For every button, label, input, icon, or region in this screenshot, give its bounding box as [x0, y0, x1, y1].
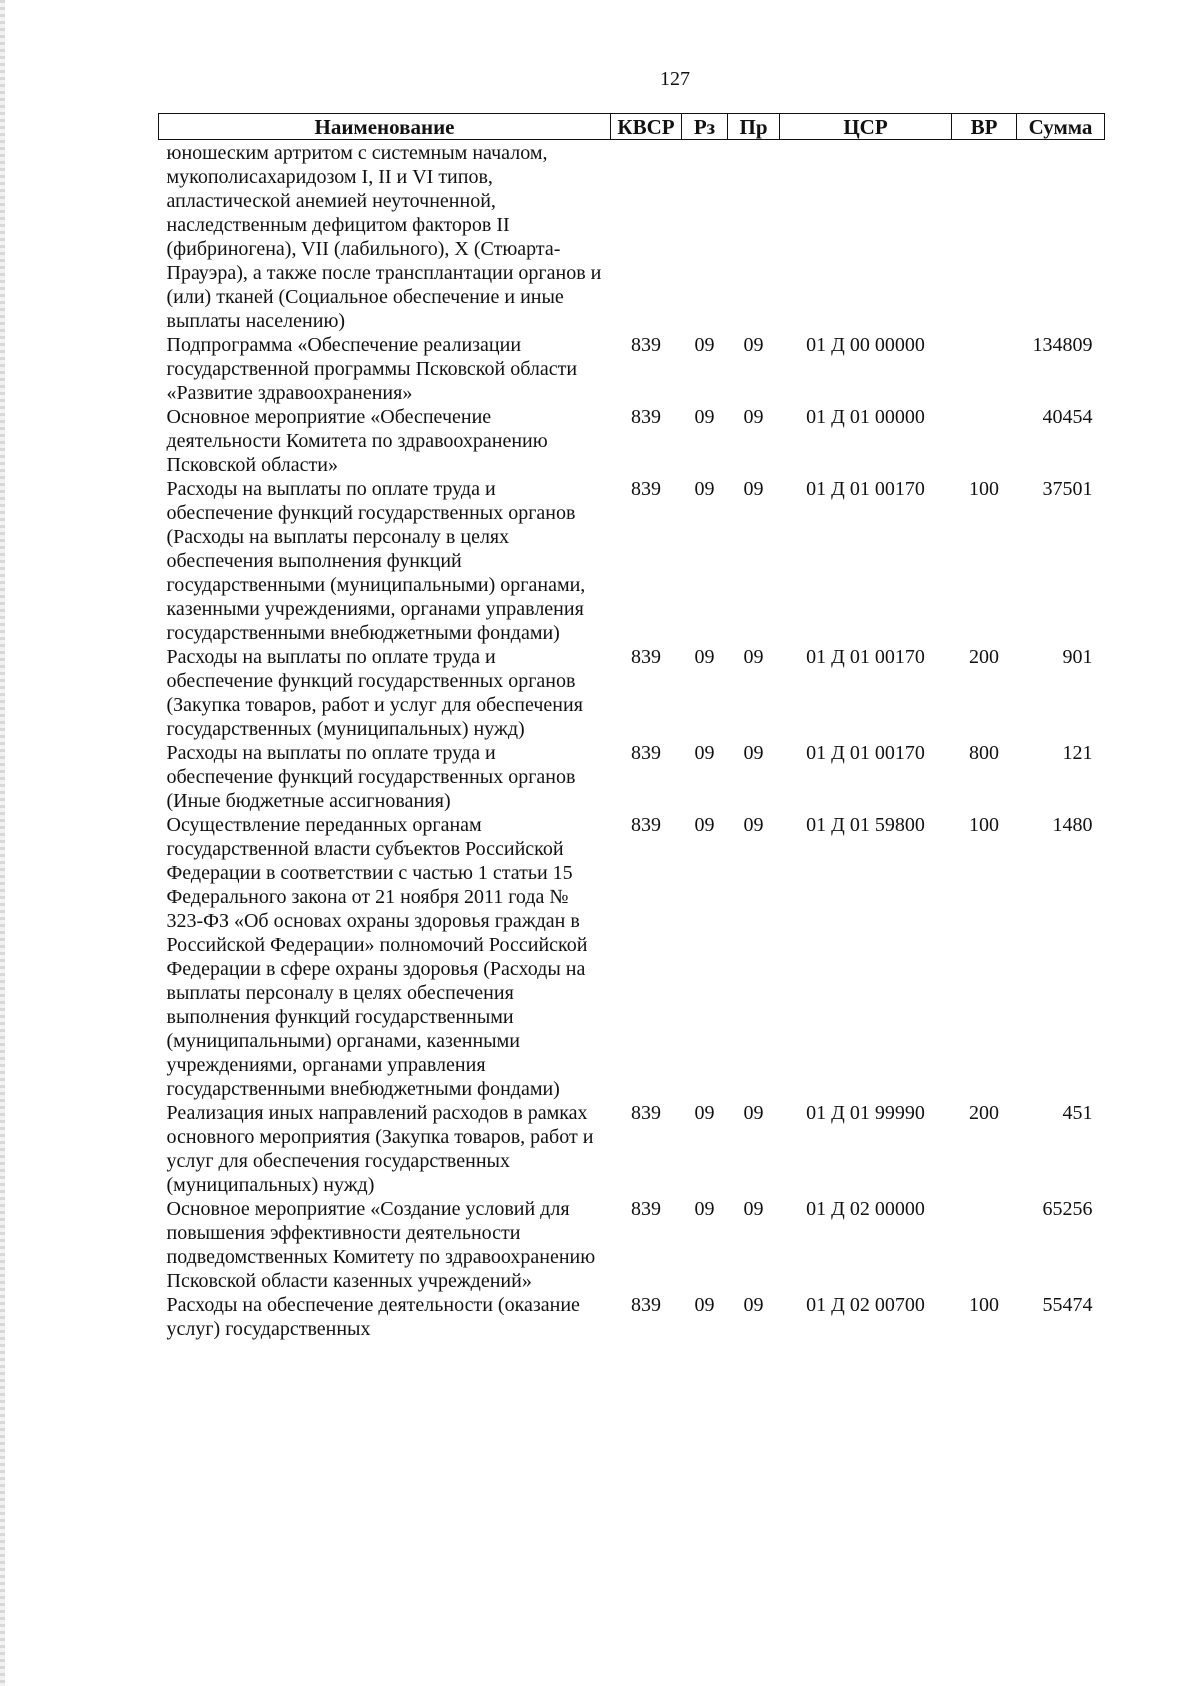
row-csr: 01 Д 01 99990 [806, 1102, 925, 1124]
row-pr: 09 [743, 478, 764, 500]
table-body [159, 140, 1105, 1342]
row-kvsr: 839 [631, 1102, 661, 1124]
row-sum: 40454 [1042, 406, 1093, 428]
table-row [159, 477, 1105, 645]
row-kvsr: 839 [631, 646, 661, 668]
row-name: Осуществление переданных органам государственной власти субъектов Российской Федерации в соответствии с частью 1 статьи 15 Федерального закона от 21 ноября 2011 года № 323-ФЗ «Об основах охраны здоровья граждан в Российской Федерации» полномочий Российской Федерации в сфере охраны здоровья (Расходы на выплаты персоналу в целях обеспечения выполнения функций государственными (муниципальными) органами, казенными учреждениями, органами управления государственными внебюджетными фондами) [166, 814, 588, 1100]
table-row [159, 1101, 1105, 1197]
table-row [159, 140, 1105, 334]
row-pr: 09 [743, 742, 764, 764]
row-pr: 09 [743, 1294, 764, 1316]
table-header-row [159, 114, 1105, 140]
row-csr: 01 Д 00 00000 [806, 334, 925, 356]
header-name: Наименование [159, 114, 611, 140]
row-vr [952, 405, 1017, 477]
row-sum: 451 [1062, 1102, 1093, 1124]
row-name: Основное мероприятие «Создание условий для повышения эффективности деятельности подведомственных Комитету по здравоохранению Псковской области казенных учреждений» [166, 1198, 596, 1292]
row-rz: 09 [694, 334, 715, 356]
row-csr: 01 Д 01 00000 [806, 406, 925, 428]
row-pr: 09 [743, 406, 764, 428]
row-vr [952, 333, 1017, 405]
table-row [159, 333, 1105, 405]
table-row [159, 645, 1105, 741]
header-csr: ЦСР [780, 114, 952, 140]
row-csr: 01 Д 02 00000 [806, 1198, 925, 1220]
row-rz: 09 [694, 646, 715, 668]
row-kvsr: 839 [631, 1198, 661, 1220]
row-rz: 09 [694, 814, 715, 836]
row-name: юношеским артритом с системным началом, мукополисахаридозом I, II и VI типов, апластической анемией неуточненной, наследственным дефицитом факторов II (фибриногена), VII (лабильного), X (Стюарта-Прауэра), а также после трансплантации органов и (или) тканей (Социальное обеспечение и иные выплаты населению) [166, 142, 602, 332]
row-rz: 09 [694, 1102, 715, 1124]
row-rz: 09 [694, 406, 715, 428]
budget-table [158, 113, 1105, 1341]
row-pr [728, 140, 780, 334]
table-row [159, 405, 1105, 477]
row-kvsr: 839 [631, 814, 661, 836]
row-name: Расходы на обеспечение деятельности (оказание услуг) государственных [166, 1294, 580, 1340]
row-name: Основное мероприятие «Обеспечение деятельности Комитета по здравоохранению Псковской области» [166, 406, 548, 476]
row-rz: 09 [694, 478, 715, 500]
row-rz: 09 [694, 1294, 715, 1316]
row-pr: 09 [743, 334, 764, 356]
row-rz: 09 [694, 742, 715, 764]
header-pr: Пр [728, 114, 780, 140]
row-name: Реализация иных направлений расходов в рамках основного мероприятия (Закупка товаров, работ и услуг для обеспечения государственных (муниципальных) нужд) [166, 1102, 594, 1196]
table-row [159, 813, 1105, 1101]
row-vr: 100 [969, 478, 999, 500]
row-kvsr: 839 [631, 406, 661, 428]
row-vr: 800 [969, 742, 999, 764]
row-vr [952, 140, 1017, 334]
row-kvsr: 839 [631, 478, 661, 500]
row-vr: 200 [969, 1102, 999, 1124]
row-kvsr [611, 140, 682, 334]
row-name: Расходы на выплаты по оплате труда и обеспечение функций государственных органов (Иные бюджетные ассигнования) [166, 742, 576, 812]
row-kvsr: 839 [631, 742, 661, 764]
row-csr: 01 Д 01 00170 [806, 646, 925, 668]
row-name: Расходы на выплаты по оплате труда и обеспечение функций государственных органов (Закупка товаров, работ и услуг для обеспечения государственных (муниципальных) нужд) [166, 646, 583, 740]
row-vr: 100 [969, 1294, 999, 1316]
row-vr [952, 1197, 1017, 1293]
row-kvsr: 839 [631, 1294, 661, 1316]
row-sum: 55474 [1042, 1294, 1093, 1316]
row-name: Расходы на выплаты по оплате труда и обеспечение функций государственных органов (Расходы на выплаты персоналу в целях обеспечения выполнения функций государственными (муниципальными) органами, казенными учреждениями, органами управления государственными внебюджетными фондами) [166, 478, 586, 644]
scan-edge [0, 0, 5, 1686]
row-csr [780, 140, 952, 334]
header-vr: ВР [952, 114, 1017, 140]
row-sum: 134809 [1032, 334, 1093, 356]
row-kvsr: 839 [631, 334, 661, 356]
row-sum: 1480 [1052, 814, 1093, 836]
row-csr: 01 Д 01 00170 [806, 742, 925, 764]
row-sum [1017, 140, 1105, 334]
row-vr: 100 [969, 814, 999, 836]
row-csr: 01 Д 01 59800 [806, 814, 925, 836]
row-csr: 01 Д 01 00170 [806, 478, 925, 500]
page-number: 127 [660, 68, 690, 90]
header-kvsr: КВСР [611, 114, 682, 140]
row-sum: 121 [1062, 742, 1093, 764]
table-row [159, 741, 1105, 813]
row-sum: 37501 [1042, 478, 1093, 500]
row-vr: 200 [969, 646, 999, 668]
table-row [159, 1197, 1105, 1293]
row-pr: 09 [743, 1102, 764, 1124]
table-row [159, 1293, 1105, 1341]
row-pr: 09 [743, 1198, 764, 1220]
row-csr: 01 Д 02 00700 [806, 1294, 925, 1316]
row-name: Подпрограмма «Обеспечение реализации государственной программы Псковской области «Развитие здравоохранения» [166, 334, 578, 404]
header-rz: Рз [682, 114, 728, 140]
row-rz [682, 140, 728, 334]
row-sum: 901 [1062, 646, 1093, 668]
header-sum: Сумма [1017, 114, 1105, 140]
row-rz: 09 [694, 1198, 715, 1220]
row-pr: 09 [743, 646, 764, 668]
row-sum: 65256 [1042, 1198, 1093, 1220]
row-pr: 09 [743, 814, 764, 836]
